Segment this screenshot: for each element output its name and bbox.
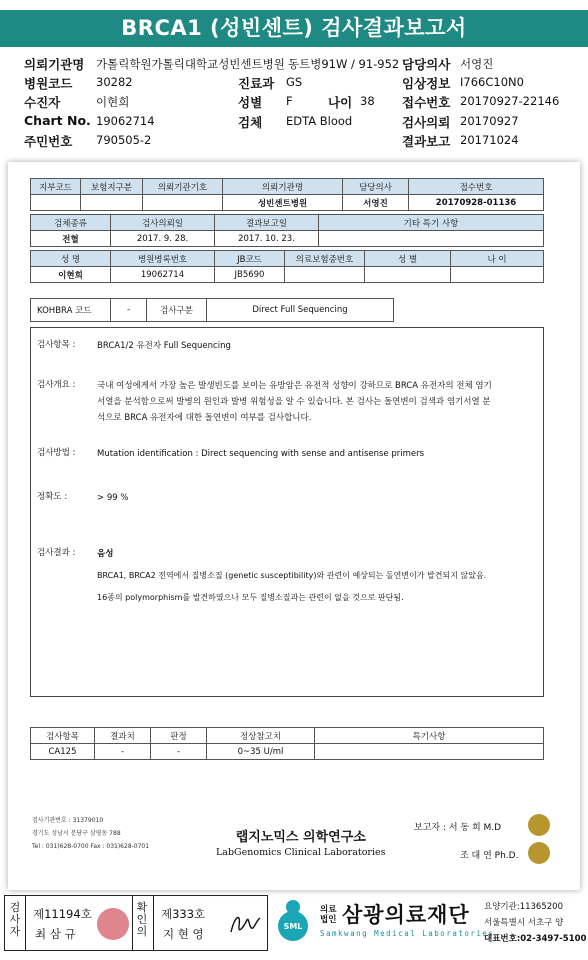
table-header: 의뢰기관기호 bbox=[143, 179, 223, 195]
sex-label: 성별 bbox=[238, 95, 263, 110]
org-info-line: 서울특별시 서초구 양 bbox=[484, 918, 564, 928]
table-header: 정상참고치 bbox=[207, 728, 315, 744]
method-label: 검사방법 : bbox=[37, 448, 76, 458]
org-name-korean: 삼광의료재단 bbox=[342, 903, 470, 927]
chart-no-label: Chart No. bbox=[24, 113, 91, 128]
table-cell: 20170928-01136 bbox=[409, 195, 544, 211]
sml-logo-icon bbox=[272, 899, 314, 941]
table-cell: 0~35 U/ml bbox=[207, 744, 315, 760]
test-type-value: Direct Full Sequencing bbox=[207, 299, 394, 322]
patient-label: 수진자 bbox=[24, 95, 61, 110]
footer bbox=[0, 895, 588, 955]
table-header: 지부코드 bbox=[31, 179, 81, 195]
table-header: 성 명 bbox=[31, 251, 111, 267]
accuracy-value: > 99 % bbox=[97, 493, 129, 503]
chart-no-value: 19062714 bbox=[96, 114, 155, 128]
table-header: JB코드 bbox=[215, 251, 285, 267]
table-header: 의뢰기관명 bbox=[223, 179, 343, 195]
table-header: 의료보험증번호 bbox=[285, 251, 365, 267]
table-header: 병원병록번호 bbox=[111, 251, 215, 267]
result-value: 음성 bbox=[97, 549, 114, 559]
reporter-1: 보고자 : 서 동 희 M.D bbox=[414, 823, 502, 833]
lab-name-english: LabGenomics Clinical Laboratories bbox=[216, 847, 386, 858]
lab-info-line: 검사기관번호 : 31379010 bbox=[32, 817, 104, 824]
table-cell: 이현희 bbox=[31, 267, 111, 283]
checker-name: 최 삼 규 bbox=[35, 927, 76, 941]
summary-section bbox=[37, 378, 537, 430]
table-cell bbox=[81, 195, 143, 211]
org-name-label: 의뢰기관명 bbox=[24, 57, 85, 72]
reporter-2: 조 대 연 Ph.D. bbox=[460, 851, 519, 861]
resident-no-value: 790505-2 bbox=[96, 133, 152, 147]
receipt-no-value: 20170927-22146 bbox=[460, 94, 560, 108]
patient-header bbox=[0, 52, 588, 152]
result-line: BRCA1, BRCA2 전역에서 질병소질 (genetic susceptibility)와 관련이 예상되는 돌연변이가 발견되지 않았음. bbox=[97, 571, 487, 580]
table-cell: 성빈센트병원 bbox=[223, 195, 343, 211]
org-name-value: 가톨릭학원가톨릭대학교성빈센트병원 bbox=[96, 57, 285, 71]
result-line: 16종의 polymorphism를 발견하였으나 모두 질병소질과는 관련이 없을 것으로 판단됨. bbox=[97, 593, 404, 602]
specimen-value: EDTA Blood bbox=[286, 114, 353, 128]
lab-contact-info bbox=[32, 814, 149, 853]
table-cell: - bbox=[151, 744, 207, 760]
table-header: 검사의뢰일 bbox=[111, 215, 215, 231]
age-value: 38 bbox=[360, 94, 375, 108]
receipt-no-label: 접수번호 bbox=[402, 95, 451, 110]
checker-seal bbox=[97, 908, 129, 940]
divider bbox=[132, 896, 133, 950]
lab-info-line: Tel : 031)628-0700 Fax : 031)628-0701 bbox=[32, 843, 150, 850]
approver-label: 확인의 bbox=[136, 901, 148, 938]
test-details-box bbox=[30, 327, 544, 697]
table-header: 결과치 bbox=[95, 728, 151, 744]
table-cell bbox=[31, 195, 81, 211]
org-info-line: 대표번호:02-3497-5100 bbox=[484, 934, 587, 944]
divider bbox=[153, 896, 154, 950]
sex-value: F bbox=[286, 94, 293, 108]
table-cell: 2017. 10. 23. bbox=[215, 231, 319, 247]
org-info-line: 요양기관:11365200 bbox=[484, 902, 563, 912]
specimen-info-table bbox=[30, 214, 544, 247]
table-cell bbox=[319, 231, 544, 247]
table-cell bbox=[285, 267, 365, 283]
department-value: GS bbox=[286, 75, 303, 89]
request-date-value: 20170927 bbox=[460, 114, 519, 128]
table-header: 보험지구분 bbox=[81, 179, 143, 195]
table-header: 검사항목 bbox=[31, 728, 95, 744]
table-header: 나 이 bbox=[451, 251, 544, 267]
sml-logo-text: SML bbox=[283, 922, 303, 931]
table-header: 판정 bbox=[151, 728, 207, 744]
table-cell bbox=[365, 267, 451, 283]
approver-signature bbox=[227, 906, 263, 940]
reporter-seal bbox=[528, 814, 550, 836]
table-cell: JB5690 bbox=[215, 267, 285, 283]
lab-name bbox=[216, 826, 386, 858]
table-header: 접수번호 bbox=[409, 179, 544, 195]
organization-info bbox=[484, 899, 586, 947]
test-item-value: BRCA1/2 유전자 Full Sequencing bbox=[97, 341, 231, 351]
patient-info-table bbox=[30, 250, 544, 283]
checker-label: 검사자 bbox=[9, 901, 21, 938]
test-item-section bbox=[37, 338, 537, 354]
approver-license-no: 제333호 bbox=[161, 907, 206, 921]
summary-line: 석으로 BRCA 유전자에 대한 돌연변이 여부를 검사합니다. bbox=[97, 413, 312, 423]
table-cell bbox=[143, 195, 223, 211]
table-header: 검체종류 bbox=[31, 215, 111, 231]
lab-info-line: 경기도 성남시 분당구 삼평동 788 bbox=[32, 830, 121, 837]
age-label: 나이 bbox=[328, 95, 353, 110]
doctor-label: 담당의사 bbox=[402, 57, 451, 72]
table-header: 성 별 bbox=[365, 251, 451, 267]
ward-value: 동트병91W / 91-952 bbox=[288, 57, 400, 71]
report-title: BRCA1 (성빈센트) 검사결과보고서 bbox=[0, 10, 588, 47]
table-cell bbox=[451, 267, 544, 283]
marker-result-table bbox=[30, 727, 544, 760]
result-section bbox=[37, 546, 547, 626]
divider bbox=[25, 896, 26, 950]
org-corp-type: 의료법인 bbox=[320, 905, 337, 925]
patient-value: 이현희 bbox=[96, 95, 130, 109]
hospital-code-label: 병원코드 bbox=[24, 76, 73, 91]
report-date-label: 결과보고 bbox=[402, 134, 451, 149]
specimen-label: 검체 bbox=[238, 115, 263, 130]
table-cell bbox=[315, 744, 544, 760]
checker-license-no: 제11194호 bbox=[33, 907, 92, 921]
summary-line: 서열을 분석함으로써 발병의 원인과 발병 위험성을 알 수 있습니다. 본 검사는 돌연변이 검색과 염기서열 분 bbox=[97, 397, 491, 407]
report-date-value: 20171024 bbox=[460, 133, 519, 147]
table-header: 특기사항 bbox=[315, 728, 544, 744]
hospital-code-value: 30282 bbox=[96, 75, 133, 89]
department-label: 진료과 bbox=[238, 76, 275, 91]
org-name-english: Samkwang Medical Laboratories bbox=[320, 929, 495, 938]
test-type-label: 검사구분 bbox=[147, 299, 207, 322]
table-header: 담당의사 bbox=[343, 179, 409, 195]
test-item-label: 검사항목 : bbox=[37, 340, 76, 350]
table-header: 결과보고일 bbox=[215, 215, 319, 231]
reporter-seal bbox=[528, 842, 550, 864]
summary-label: 검사개요 : bbox=[37, 380, 76, 390]
accuracy-section bbox=[37, 490, 537, 506]
table-cell: 19062714 bbox=[111, 267, 215, 283]
summary-text bbox=[97, 378, 537, 426]
method-value: Mutation identification : Direct sequencing with sense and antisense primers bbox=[97, 449, 425, 459]
table-header: 기타 특기 사항 bbox=[319, 215, 544, 231]
table-cell: 2017. 9. 28. bbox=[111, 231, 215, 247]
accuracy-label: 정확도 : bbox=[37, 492, 68, 502]
kohbra-table bbox=[30, 298, 394, 322]
table-cell: - bbox=[95, 744, 151, 760]
approver-name: 지 현 영 bbox=[163, 927, 204, 941]
summary-line: 국내 여성에게서 가장 높은 발생빈도를 보이는 유방암은 유전적 성향이 강하므로 BRCA 유전자의 전체 염기 bbox=[97, 381, 492, 391]
clinical-info-label: 임상정보 bbox=[402, 76, 451, 91]
request-date-label: 검사의뢰 bbox=[402, 115, 451, 130]
result-text bbox=[97, 546, 545, 606]
kohbra-value: - bbox=[111, 299, 147, 322]
method-section bbox=[37, 446, 537, 462]
table-cell: CA125 bbox=[31, 744, 95, 760]
table-cell: 전혈 bbox=[31, 231, 111, 247]
resident-no-label: 주민번호 bbox=[24, 134, 73, 149]
doctor-value: 서영진 bbox=[460, 57, 494, 71]
request-info-table bbox=[30, 178, 544, 211]
lab-name-korean: 랩지노믹스 의학연구소 bbox=[235, 830, 366, 845]
clinical-info-value: I766C10N0 bbox=[460, 75, 524, 89]
scanned-report-sheet bbox=[8, 162, 580, 890]
kohbra-label: KOHBRA 코드 bbox=[31, 299, 111, 322]
table-cell: 서영진 bbox=[343, 195, 409, 211]
signature-box bbox=[4, 895, 268, 951]
result-label: 검사결과 : bbox=[37, 548, 76, 558]
